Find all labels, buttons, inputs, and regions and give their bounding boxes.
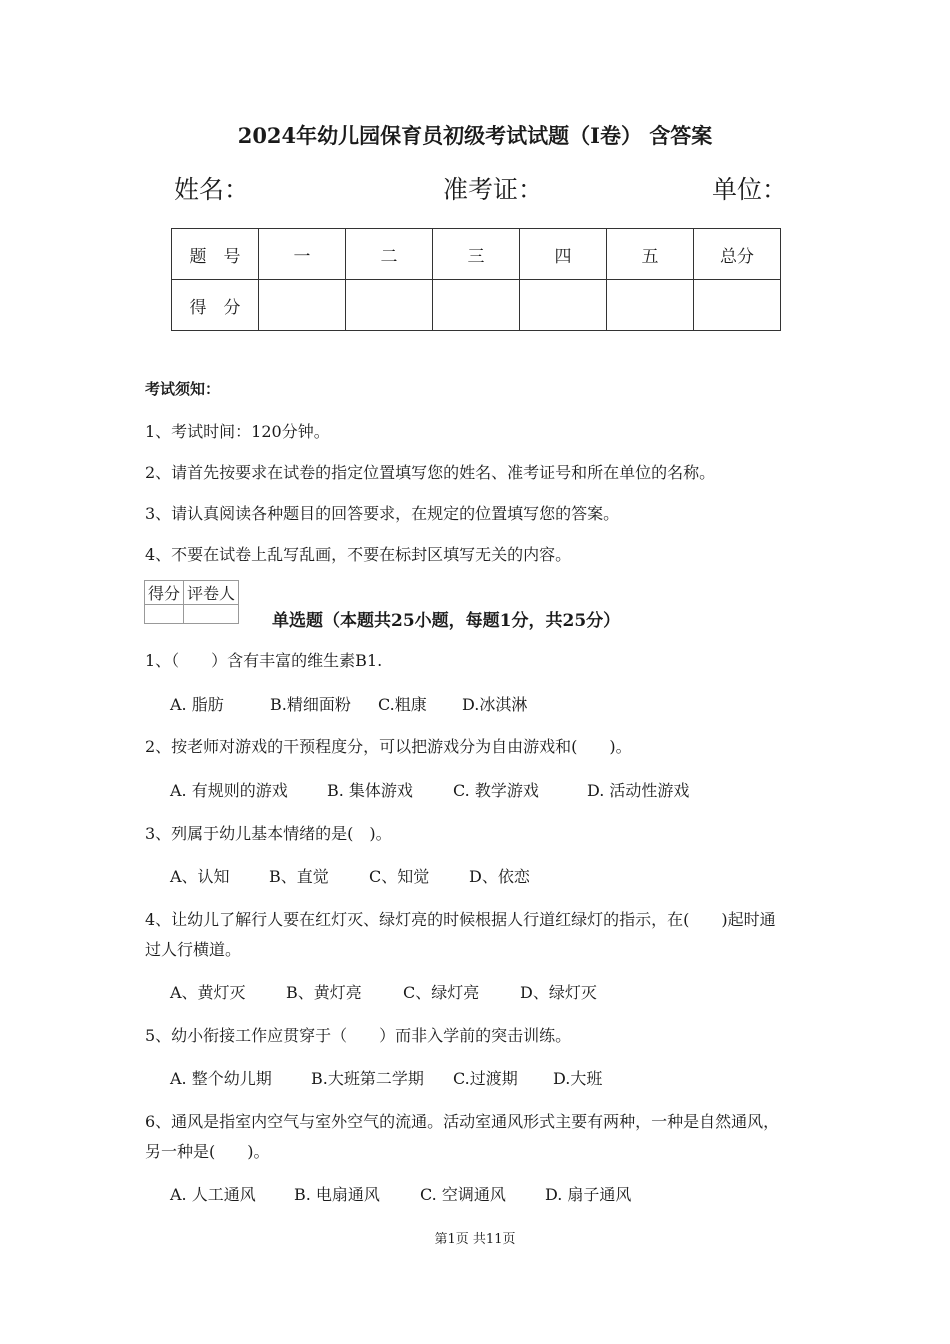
option[interactable]: C. 教学游戏 [453, 781, 539, 800]
question-options [170, 1182, 631, 1205]
question-text-continued: 另一种是( )。 [145, 1142, 270, 1161]
option[interactable]: D. 活动性游戏 [587, 781, 690, 800]
question-options [170, 864, 530, 887]
question-options [170, 692, 527, 715]
question-text: 3、列属于幼儿基本情绪的是( )。 [145, 824, 392, 843]
score-header-cell: 二 [346, 229, 433, 280]
notice-item: 2、请首先按要求在试卷的指定位置填写您的姓名、准考证号和所在单位的名称。 [145, 463, 716, 482]
option[interactable]: D、依恋 [469, 867, 530, 886]
score-cell[interactable] [607, 280, 694, 331]
option[interactable]: B、黄灯亮 [286, 983, 362, 1002]
grader-box [144, 580, 239, 624]
question-options [170, 778, 689, 801]
option[interactable]: A、黄灯灭 [170, 983, 246, 1002]
option[interactable]: B.精细面粉 [270, 695, 351, 714]
score-cell[interactable] [259, 280, 346, 331]
option[interactable]: B、直觉 [269, 867, 329, 886]
question-text: 4、让幼儿了解行人要在红灯灭、绿灯亮的时候根据人行道红绿灯的指示，在( )起时通 [145, 910, 776, 929]
option[interactable]: D.冰淇淋 [462, 695, 528, 714]
unit-label: 单位： [712, 175, 788, 204]
score-table-header-row [172, 229, 781, 280]
option[interactable]: A、认知 [170, 867, 230, 886]
grader-score-cell[interactable] [145, 605, 184, 624]
question-text: 1、（ ）含有丰富的维生素B1. [145, 651, 383, 670]
notice-item: 3、请认真阅读各种题目的回答要求，在规定的位置填写您的答案。 [145, 504, 620, 523]
notice-item: 4、不要在试卷上乱写乱画，不要在标封区填写无关的内容。 [145, 545, 572, 564]
question-options [170, 980, 597, 1003]
option[interactable]: D. 扇子通风 [545, 1185, 632, 1204]
score-cell[interactable] [346, 280, 433, 331]
grader-score-label: 得分 [145, 581, 184, 605]
name-label: 姓名： [174, 175, 250, 204]
option[interactable]: A. 脂肪 [170, 695, 224, 714]
option[interactable]: C、知觉 [369, 867, 430, 886]
score-row-label: 得 分 [172, 280, 259, 331]
option[interactable]: D、绿灯灭 [520, 983, 597, 1002]
score-header-cell: 四 [520, 229, 607, 280]
score-table-score-row [172, 280, 781, 331]
question-text: 2、按老师对游戏的干预程度分，可以把游戏分为自由游戏和( )。 [145, 737, 632, 756]
section-title: 单选题（本题共25小题，每题1分，共25分） [272, 611, 621, 631]
score-header-cell: 题 号 [172, 229, 259, 280]
notice-item: 1、考试时间：120分钟。 [145, 422, 330, 441]
option[interactable]: C.过渡期 [453, 1069, 518, 1088]
option[interactable]: C. 空调通风 [420, 1185, 506, 1204]
grader-reviewer-label: 评卷人 [184, 581, 239, 605]
option[interactable]: B. 电扇通风 [294, 1185, 380, 1204]
option[interactable]: C.粗康 [378, 695, 427, 714]
option[interactable]: C、绿灯亮 [403, 983, 480, 1002]
grader-reviewer-cell[interactable] [184, 605, 239, 624]
score-header-cell: 总分 [694, 229, 781, 280]
page-footer: 第1页 共11页 [434, 1232, 516, 1247]
score-cell[interactable] [520, 280, 607, 331]
question-text: 6、通风是指室内空气与室外空气的流通。活动室通风形式主要有两种，一种是自然通风， [145, 1112, 780, 1131]
score-cell[interactable] [433, 280, 520, 331]
option[interactable]: A. 有规则的游戏 [170, 781, 288, 800]
score-table [171, 228, 781, 331]
option[interactable]: D.大班 [553, 1069, 603, 1088]
question-options [170, 1066, 602, 1089]
question-text-continued: 过人行横道。 [145, 940, 242, 959]
question-text: 5、幼小衔接工作应贯穿于（ ）而非入学前的突击训练。 [145, 1026, 572, 1045]
option[interactable]: A. 人工通风 [170, 1185, 256, 1204]
score-header-cell: 五 [607, 229, 694, 280]
page-title: 2024年幼儿园保育员初级考试试题（I卷） 含答案 [237, 123, 713, 148]
score-header-cell: 三 [433, 229, 520, 280]
notice-title: 考试须知： [145, 380, 221, 398]
exam-id-label: 准考证： [443, 175, 544, 204]
option[interactable]: A. 整个幼儿期 [170, 1069, 272, 1088]
score-cell[interactable] [694, 280, 781, 331]
score-header-cell: 一 [259, 229, 346, 280]
option[interactable]: B. 集体游戏 [327, 781, 413, 800]
option[interactable]: B.大班第二学期 [311, 1069, 424, 1088]
